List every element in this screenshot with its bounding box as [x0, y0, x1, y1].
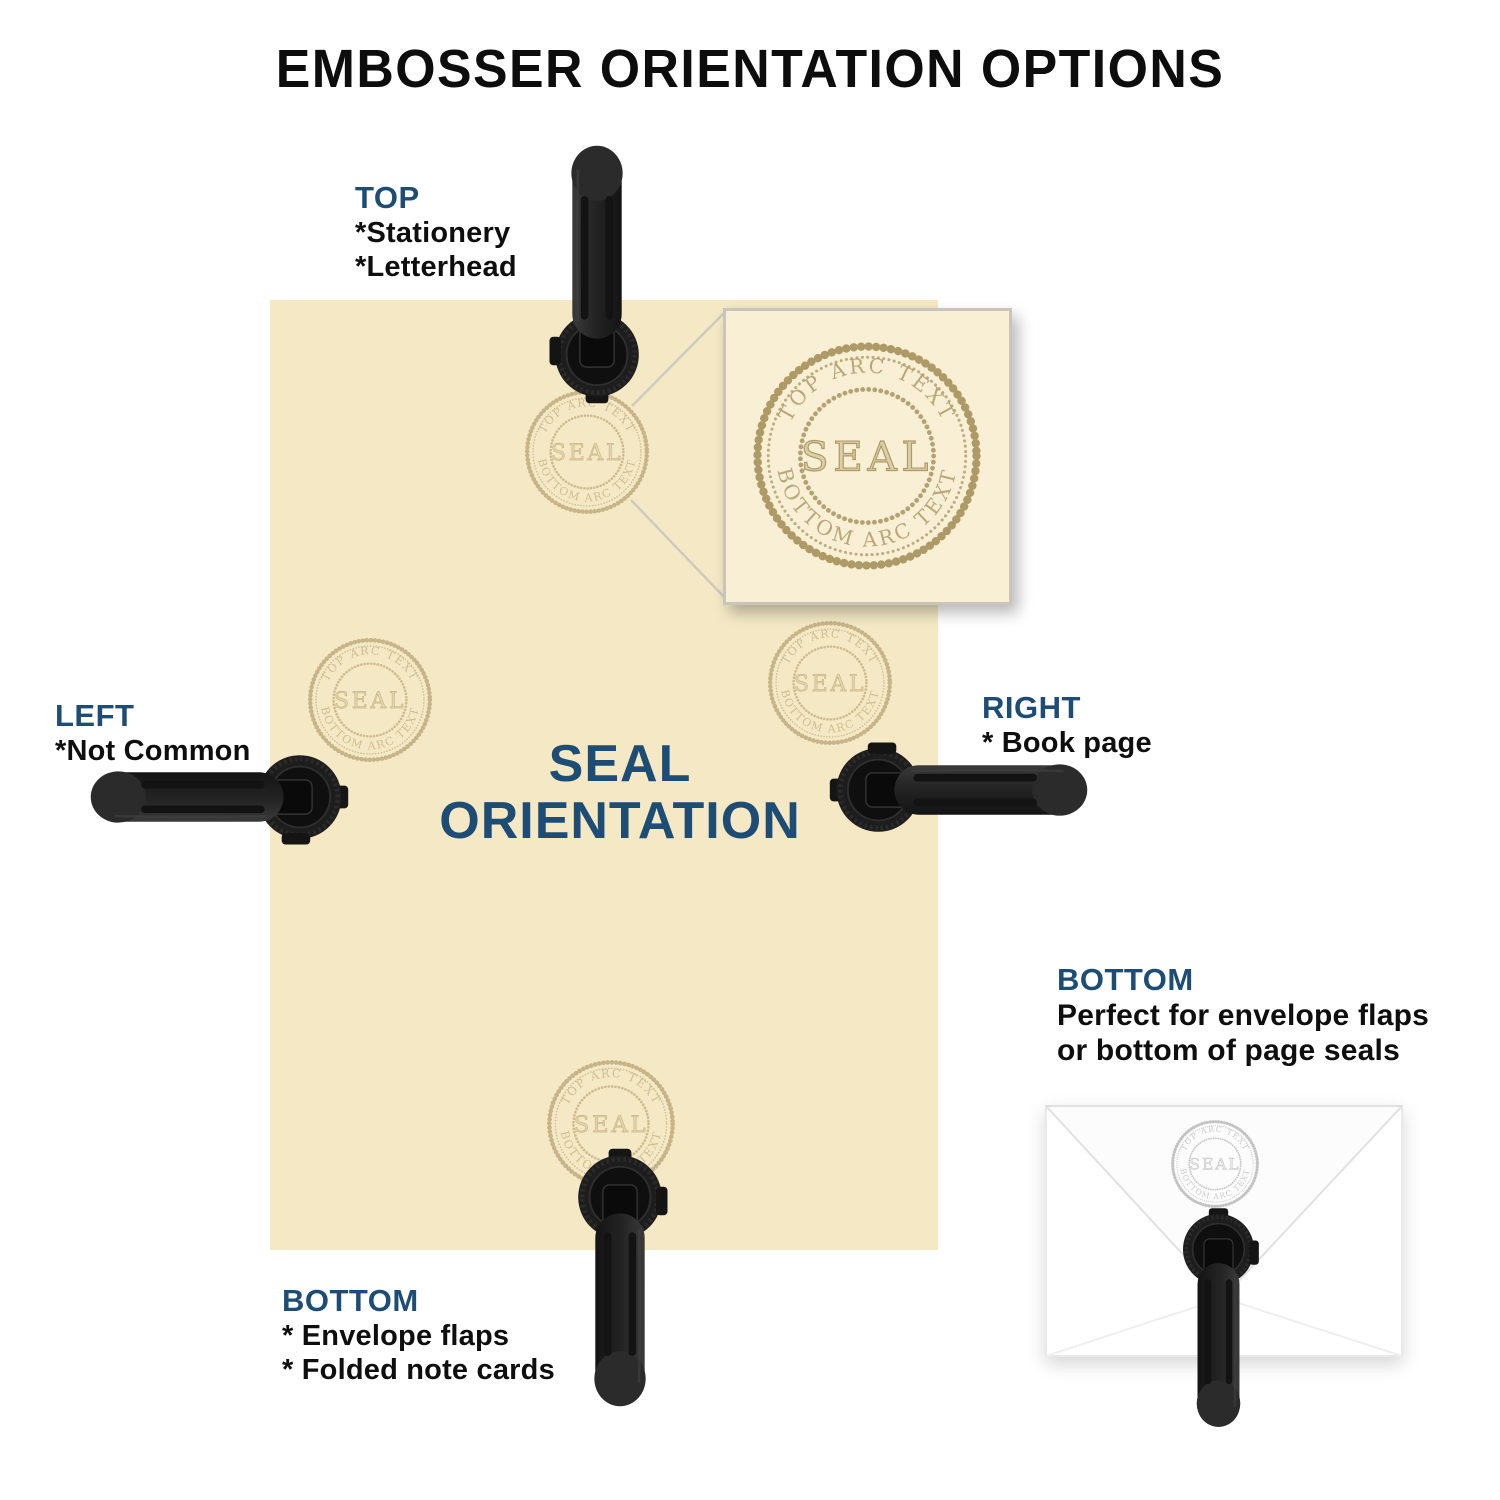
embosser-bottom [563, 1145, 677, 1411]
embosser-right [826, 733, 1092, 847]
embosser-top [540, 141, 654, 407]
seal-orientation-line2: ORIENTATION [439, 792, 801, 851]
label-bottom [282, 1283, 555, 1387]
label-top [355, 180, 517, 284]
seal-orientation-line1: SEAL [548, 735, 692, 793]
label-bottom-line: * Folded note cards [282, 1353, 555, 1386]
label-top-line: *Stationery [355, 216, 511, 249]
label-left-line: *Not Common [55, 734, 251, 767]
label-right-heading: RIGHT [982, 690, 1081, 725]
label-top-line: *Letterhead [355, 250, 517, 283]
label-bottom-right-line: Perfect for envelope flaps [1057, 998, 1429, 1032]
label-bottom-right-line: or bottom of page seals [1057, 1034, 1400, 1068]
embosser-left [86, 740, 352, 854]
label-right-line: * Book page [982, 726, 1152, 759]
embosser-envelope [1170, 1205, 1267, 1431]
label-top-heading: TOP [355, 180, 420, 215]
label-bottom-right [1057, 962, 1457, 1068]
seal-zoom-inset [723, 308, 1012, 605]
seal-impression-envelope [1169, 1118, 1261, 1210]
page-title: EMBOSSER ORIENTATION OPTIONS [275, 39, 1225, 99]
label-bottom-right-heading: BOTTOM [1057, 962, 1194, 997]
seal-impression-inset [748, 337, 986, 575]
label-bottom-line: * Envelope flaps [282, 1319, 510, 1352]
label-left-heading: LEFT [55, 698, 135, 733]
seal-orientation-heading [400, 736, 840, 850]
seal-impression-right [765, 618, 895, 748]
label-bottom-heading: BOTTOM [282, 1283, 419, 1318]
